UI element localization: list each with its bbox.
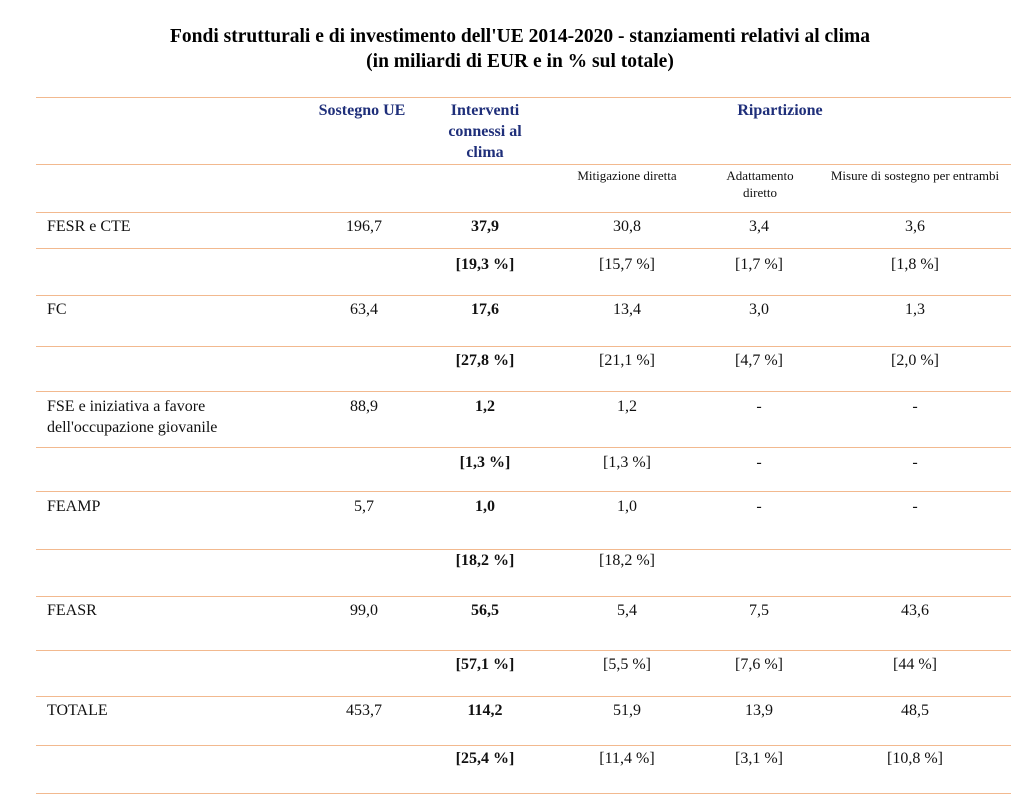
row-label: FSE e iniziativa a favore dell'occupazione giovanile (47, 398, 218, 436)
cell-sostegno: 63,4 (350, 301, 378, 318)
cell-adattamento: - (756, 398, 762, 415)
cell-mitigazione-pct: [15,7 %] (599, 256, 655, 273)
rule (36, 745, 1011, 746)
row-label: FEASR (47, 602, 97, 619)
rule (36, 97, 1011, 98)
subheader-misure: Misure di sostegno per entrambi (830, 168, 1000, 183)
cell-adattamento: 13,9 (745, 702, 773, 719)
cell-sostegno: 453,7 (346, 702, 382, 719)
cell-mitigazione: 13,4 (613, 301, 641, 318)
cell-clima-pct: [1,3 %] (459, 454, 511, 471)
cell-clima: 114,2 (467, 702, 503, 719)
cell-clima-pct: [57,1 %] (455, 656, 515, 673)
cell-mitigazione-pct: [5,5 %] (603, 656, 651, 673)
rule (36, 295, 1011, 296)
rule (36, 391, 1011, 392)
row-label: TOTALE (47, 702, 108, 719)
rule (36, 696, 1011, 697)
cell-adattamento-pct: [7,6 %] (735, 656, 783, 673)
cell-clima: 17,6 (471, 301, 499, 318)
cell-misure: 48,5 (901, 702, 929, 719)
cell-clima-pct: [18,2 %] (455, 552, 515, 569)
cell-clima: 1,2 (475, 398, 495, 415)
cell-clima-pct: [19,3 %] (455, 256, 515, 273)
cell-clima: 56,5 (471, 602, 499, 619)
cell-adattamento: 3,0 (749, 301, 769, 318)
cell-mitigazione: 1,2 (617, 398, 637, 415)
cell-adattamento-pct: [4,7 %] (735, 352, 783, 369)
title-line-1: Fondi strutturali e di investimento dell'UE 2014-2020 - stanziamenti relativi al clima (170, 26, 870, 47)
row-label: FC (47, 301, 67, 318)
header-sostegno: Sostegno UE (318, 102, 406, 119)
cell-sostegno: 5,7 (354, 498, 374, 515)
subheader-mitigazione: Mitigazione diretta (577, 168, 677, 183)
rule (36, 491, 1011, 492)
cell-mitigazione-pct: [11,4 %] (599, 750, 655, 767)
cell-misure-pct: [44 %] (893, 656, 937, 673)
cell-misure: - (912, 398, 918, 415)
cell-adattamento: - (756, 498, 762, 515)
row-label: FEAMP (47, 498, 101, 515)
cell-adattamento: 3,4 (749, 218, 769, 235)
cell-mitigazione: 30,8 (613, 218, 641, 235)
rule (36, 447, 1011, 448)
rule (36, 346, 1011, 347)
rule (36, 248, 1011, 249)
title-line-2: (in miliardi di EUR e in % sul totale) (366, 51, 674, 72)
cell-misure-pct: - (912, 454, 918, 471)
cell-mitigazione-pct: [1,3 %] (603, 454, 651, 471)
cell-adattamento-pct: [1,7 %] (735, 256, 783, 273)
cell-sostegno: 99,0 (350, 602, 378, 619)
rule (36, 793, 1011, 794)
cell-misure-pct: [1,8 %] (891, 256, 939, 273)
cell-sostegno: 88,9 (350, 398, 378, 415)
rule (36, 212, 1011, 213)
cell-sostegno: 196,7 (346, 218, 382, 235)
cell-misure: 3,6 (905, 218, 925, 235)
cell-adattamento-pct: [3,1 %] (735, 750, 783, 767)
header-ripartizione: Ripartizione (737, 102, 823, 119)
cell-clima-pct: [25,4 %] (455, 750, 515, 767)
cell-misure: - (912, 498, 918, 515)
rule (36, 650, 1011, 651)
rule (36, 164, 1011, 165)
cell-misure-pct: [2,0 %] (891, 352, 939, 369)
cell-clima: 1,0 (475, 498, 495, 515)
cell-clima: 37,9 (471, 218, 499, 235)
rule (36, 596, 1011, 597)
header-interventi: Interventi connessi al clima (448, 102, 522, 161)
cell-adattamento: 7,5 (749, 602, 769, 619)
cell-mitigazione: 1,0 (617, 498, 637, 515)
cell-mitigazione: 51,9 (613, 702, 641, 719)
cell-mitigazione-pct: [18,2 %] (599, 552, 655, 569)
subheader-adattamento: Adattamento diretto (726, 168, 794, 200)
cell-mitigazione: 5,4 (617, 602, 637, 619)
cell-misure-pct: [10,8 %] (887, 750, 943, 767)
row-label: FESR e CTE (47, 218, 131, 235)
table-title (0, 24, 1030, 74)
cell-mitigazione-pct: [21,1 %] (599, 352, 655, 369)
cell-clima-pct: [27,8 %] (455, 352, 515, 369)
cell-misure: 43,6 (901, 602, 929, 619)
cell-adattamento-pct: - (756, 454, 762, 471)
cell-misure: 1,3 (905, 301, 925, 318)
